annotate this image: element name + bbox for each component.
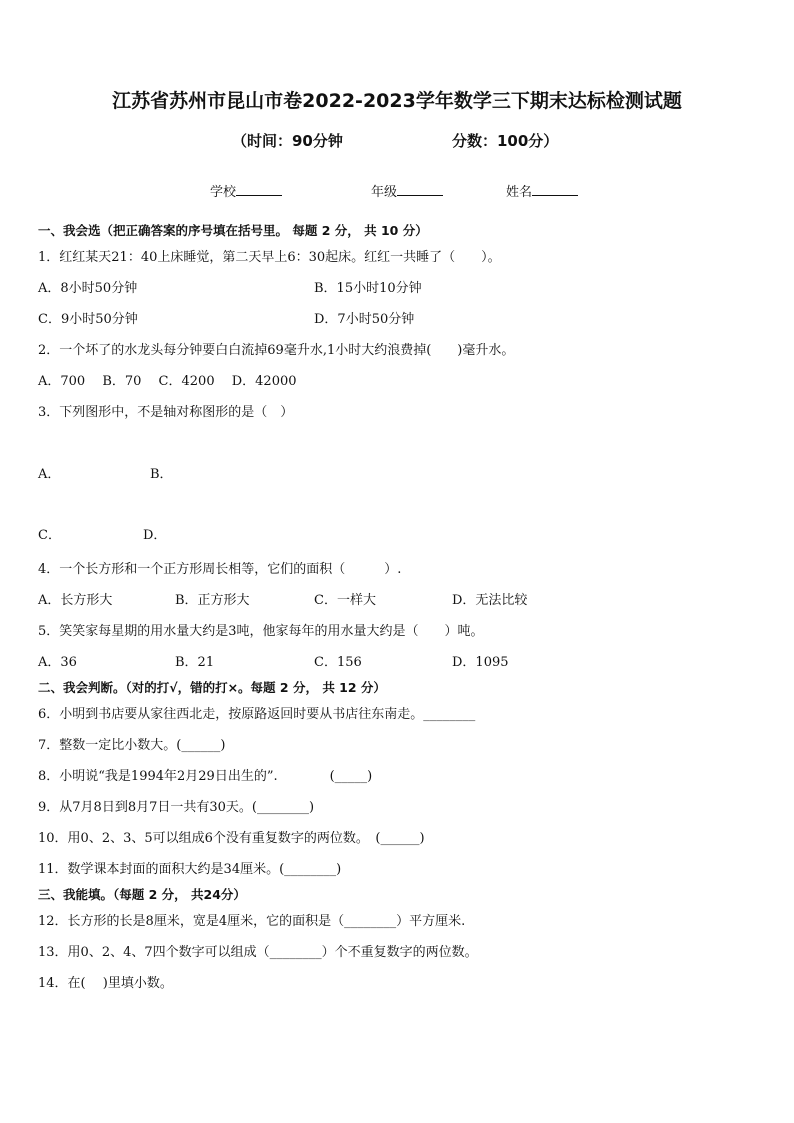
q1-option-a: A．8小时50分钟 — [38, 281, 138, 296]
question-4: 4．一个长方形和一个正方形周长相等，它们的面积（ ）. — [38, 562, 402, 577]
question-11: 11．数学课本封面的面积大约是34厘米。(________) — [38, 862, 342, 877]
school-blank[interactable] — [236, 183, 282, 196]
question-3: 3．下列图形中，不是轴对称图形的是（ ） — [38, 405, 294, 420]
grade-blank[interactable] — [397, 183, 443, 196]
grade-label: 年级 — [371, 185, 398, 200]
school-label: 学校 — [210, 185, 237, 200]
q2-options: A．700 B．70 C．4200 D．42000 — [38, 374, 297, 389]
q3-option-b: B． — [150, 467, 173, 482]
question-9: 9．从7月8日到8月7日一共有30天。(________) — [38, 800, 315, 815]
question-1: 1．红红某天21：40上床睡觉，第二天早上6：30起床。红红一共睡了（ ）。 — [38, 250, 501, 265]
exam-score: 分数：100分） — [452, 132, 559, 150]
name-field[interactable] — [506, 181, 578, 200]
q4-option-d: D．无法比较 — [452, 593, 528, 608]
q3-option-c: C． — [38, 528, 61, 543]
exam-time: （时间：90分钟 — [232, 132, 343, 150]
school-field[interactable] — [210, 181, 282, 200]
q5-option-b: B．21 — [175, 655, 215, 670]
question-8: 8．小明说“我是1994年2月29日出生的”. (_____) — [38, 769, 373, 784]
q3-option-d: D． — [143, 528, 167, 543]
question-6: 6．小明到书店要从家往西北走，按原路返回时要从书店往东南走。________ — [38, 707, 476, 722]
q3-option-a: A． — [38, 467, 61, 482]
q5-option-a: A．36 — [38, 655, 77, 670]
question-2: 2．一个坏了的水龙头每分钟要白白流掉69毫升水,1小时大约浪费掉( )毫升水。 — [38, 343, 515, 358]
question-13: 13．用0、2、4、7四个数字可以组成（________）个不重复数字的两位数。 — [38, 945, 478, 960]
q1-option-d: D．7小时50分钟 — [314, 312, 415, 327]
question-10: 10．用0、2、3、5可以组成6个没有重复数字的两位数。 (______) — [38, 831, 425, 846]
question-14: 14．在( )里填小数。 — [38, 976, 173, 991]
q4-option-b: B．正方形大 — [175, 593, 250, 608]
question-7: 7．整数一定比小数大。(______) — [38, 738, 226, 753]
grade-field[interactable] — [371, 181, 443, 200]
question-5: 5．笑笑家每星期的用水量大约是3吨，他家每年的用水量大约是（ ）吨。 — [38, 624, 484, 639]
q5-option-c: C．156 — [314, 655, 362, 670]
name-label: 姓名 — [506, 185, 533, 200]
question-12: 12．长方形的长是8厘米，宽是4厘米，它的面积是（________）平方厘米. — [38, 914, 466, 929]
section-2-heading: 二、我会判断。（对的打√，错的打×。每题 2 分， 共 12 分） — [38, 680, 386, 695]
q4-option-c: C．一样大 — [314, 593, 376, 608]
name-blank[interactable] — [532, 183, 578, 196]
exam-title: 江苏省苏州市昆山市卷2022-2023学年数学三下期末达标检测试题 — [112, 90, 682, 112]
section-3-heading: 三、我能填。（每题 2 分， 共24分） — [38, 887, 246, 902]
q4-option-a: A．长方形大 — [38, 593, 113, 608]
section-1-heading: 一、我会选（把正确答案的序号填在括号里。 每题 2 分， 共 10 分） — [38, 223, 428, 238]
q1-option-b: B．15小时10分钟 — [314, 281, 422, 296]
q5-option-d: D．1095 — [452, 655, 509, 670]
q1-option-c: C．9小时50分钟 — [38, 312, 138, 327]
